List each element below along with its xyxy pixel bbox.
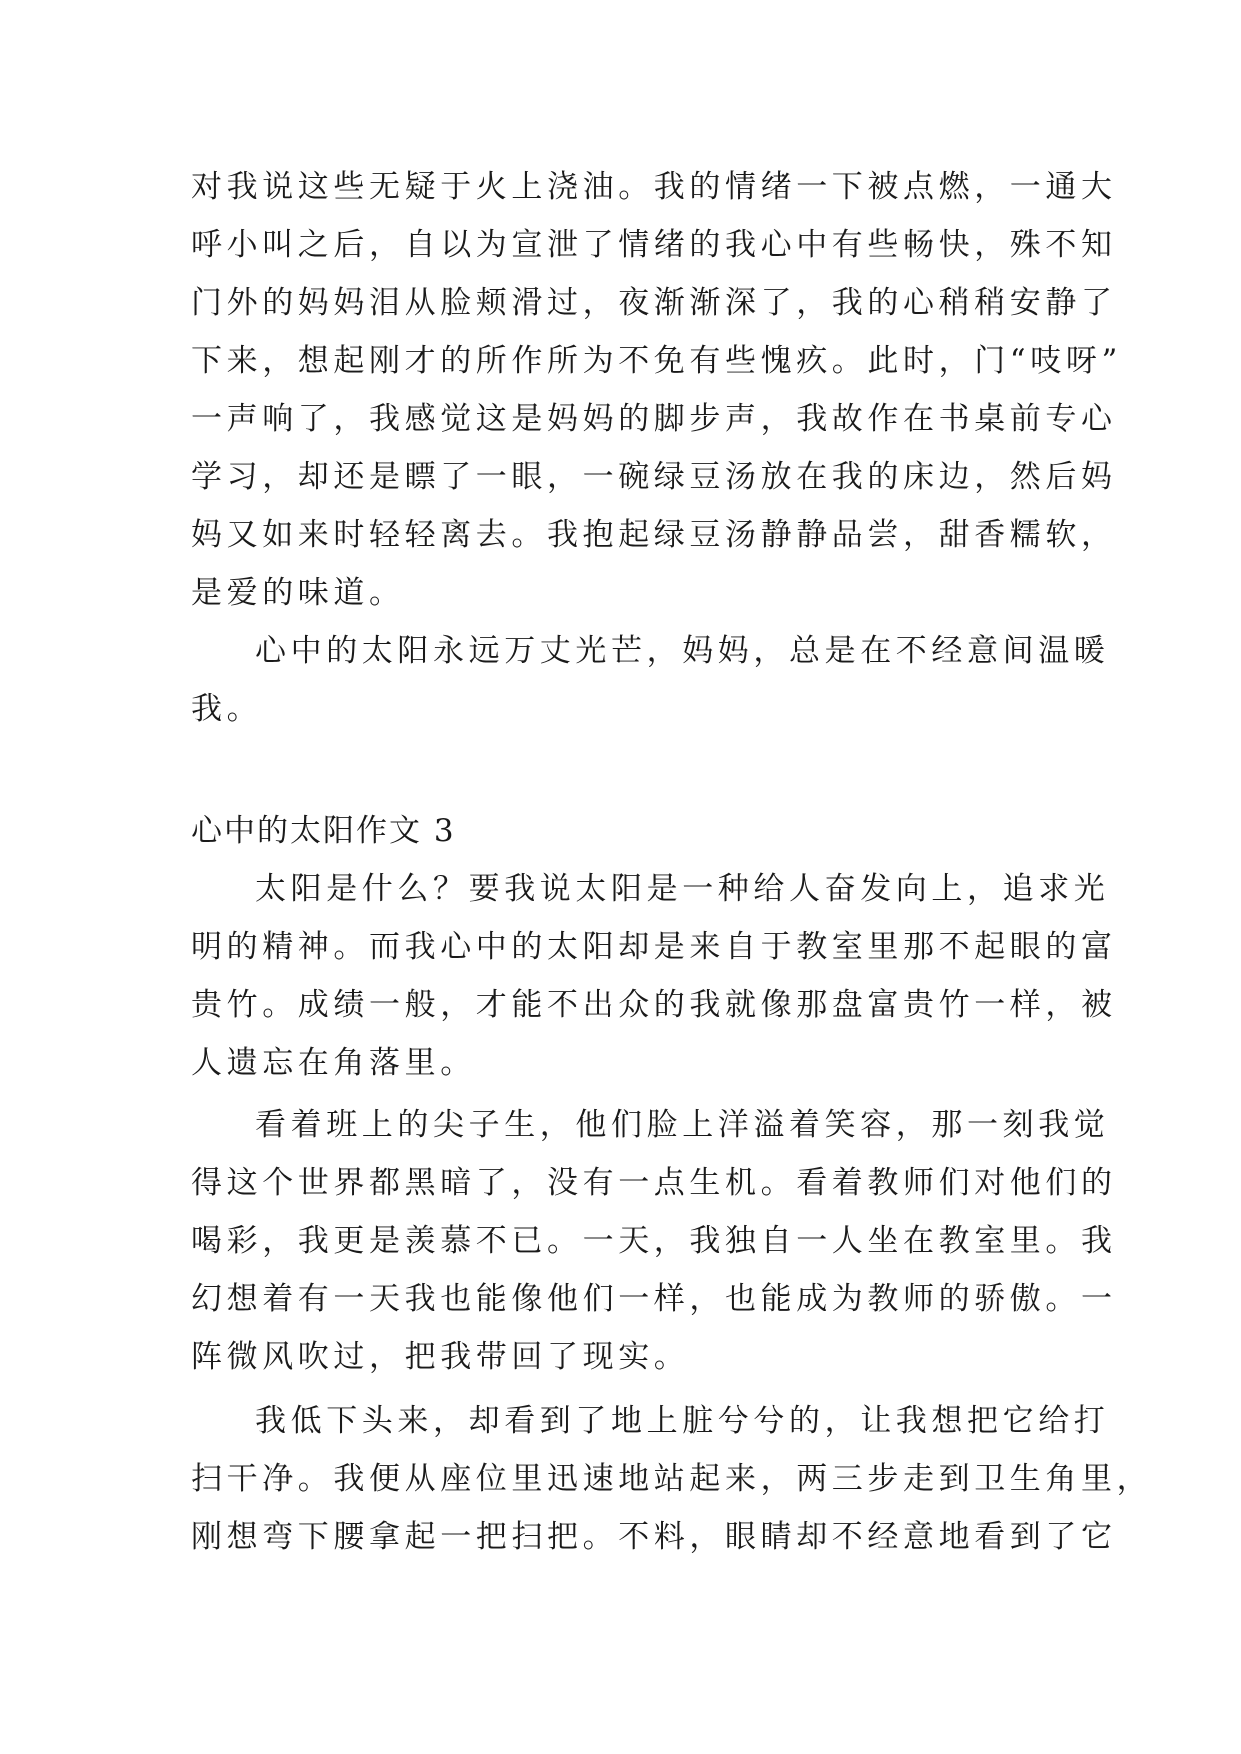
- text-line: 下来，想起刚才的所作所为不免有些愧疚。此时，门“吱呀”: [191, 343, 1122, 379]
- text-line: 是爱的味道。: [191, 575, 405, 611]
- paragraph-sun-intro: [191, 860, 1117, 1092]
- text-line: 人遗忘在角落里。: [191, 1045, 476, 1081]
- text-line: 太阳是什么？要我说太阳是一种给人奋发向上，追求光: [255, 871, 1110, 907]
- text-line: 我低下头来，却看到了地上脏兮兮的，让我想把它给打: [255, 1403, 1110, 1439]
- text-line: 呼小叫之后，自以为宣泄了情绪的我心中有些畅快，殊不知: [191, 227, 1117, 263]
- text-line: 阵微风吹过，把我带回了现实。: [191, 1339, 690, 1375]
- text-line: 幻想着有一天我也能像他们一样，也能成为教师的骄傲。一: [191, 1281, 1117, 1317]
- text-line: 学习，却还是瞟了一眼，一碗绿豆汤放在我的床边，然后妈: [191, 459, 1117, 495]
- text-line: 一声响了，我感觉这是妈妈的脚步声，我故作在书桌前专心: [191, 401, 1117, 437]
- paragraph-conclusion: [191, 622, 1110, 738]
- text-line: 对我说这些无疑于火上浇油。我的情绪一下被点燃，一通大: [191, 169, 1117, 205]
- text-line: 看着班上的尖子生，他们脸上洋溢着笑容，那一刻我觉: [255, 1107, 1110, 1143]
- paragraph-bean-soup: [191, 158, 1122, 622]
- text-line: 喝彩，我更是羡慕不已。一天，我独自一人坐在教室里。我: [191, 1223, 1117, 1259]
- text-line: 妈又如来时轻轻离去。我抱起绿豆汤静静品尝，甜香糯软，: [191, 517, 1117, 553]
- text-line: 我。: [191, 691, 263, 727]
- text-line: 刚想弯下腰拿起一把扫把。不料，眼睛却不经意地看到了它: [191, 1519, 1117, 1555]
- text-line: 心中的太阳永远万丈光芒，妈妈，总是在不经意间温暖: [255, 633, 1110, 669]
- paragraph-sweeping: [191, 1392, 1153, 1566]
- text-line: 门外的妈妈泪从脸颊滑过，夜渐渐深了，我的心稍稍安静了: [191, 285, 1117, 321]
- essay-heading: 心中的太阳作文 3: [191, 813, 456, 849]
- text-line: 扫干净。我便从座位里迅速地站起来，两三步走到卫生角里，: [191, 1461, 1153, 1497]
- text-line: 明的精神。而我心中的太阳却是来自于教室里那不起眼的富: [191, 929, 1117, 965]
- text-line: 得这个世界都黑暗了，没有一点生机。看着教师们对他们的: [191, 1165, 1117, 1201]
- paragraph-classmates: [191, 1096, 1117, 1386]
- text-line: 贵竹。成绩一般，才能不出众的我就像那盘富贵竹一样，被: [191, 987, 1117, 1023]
